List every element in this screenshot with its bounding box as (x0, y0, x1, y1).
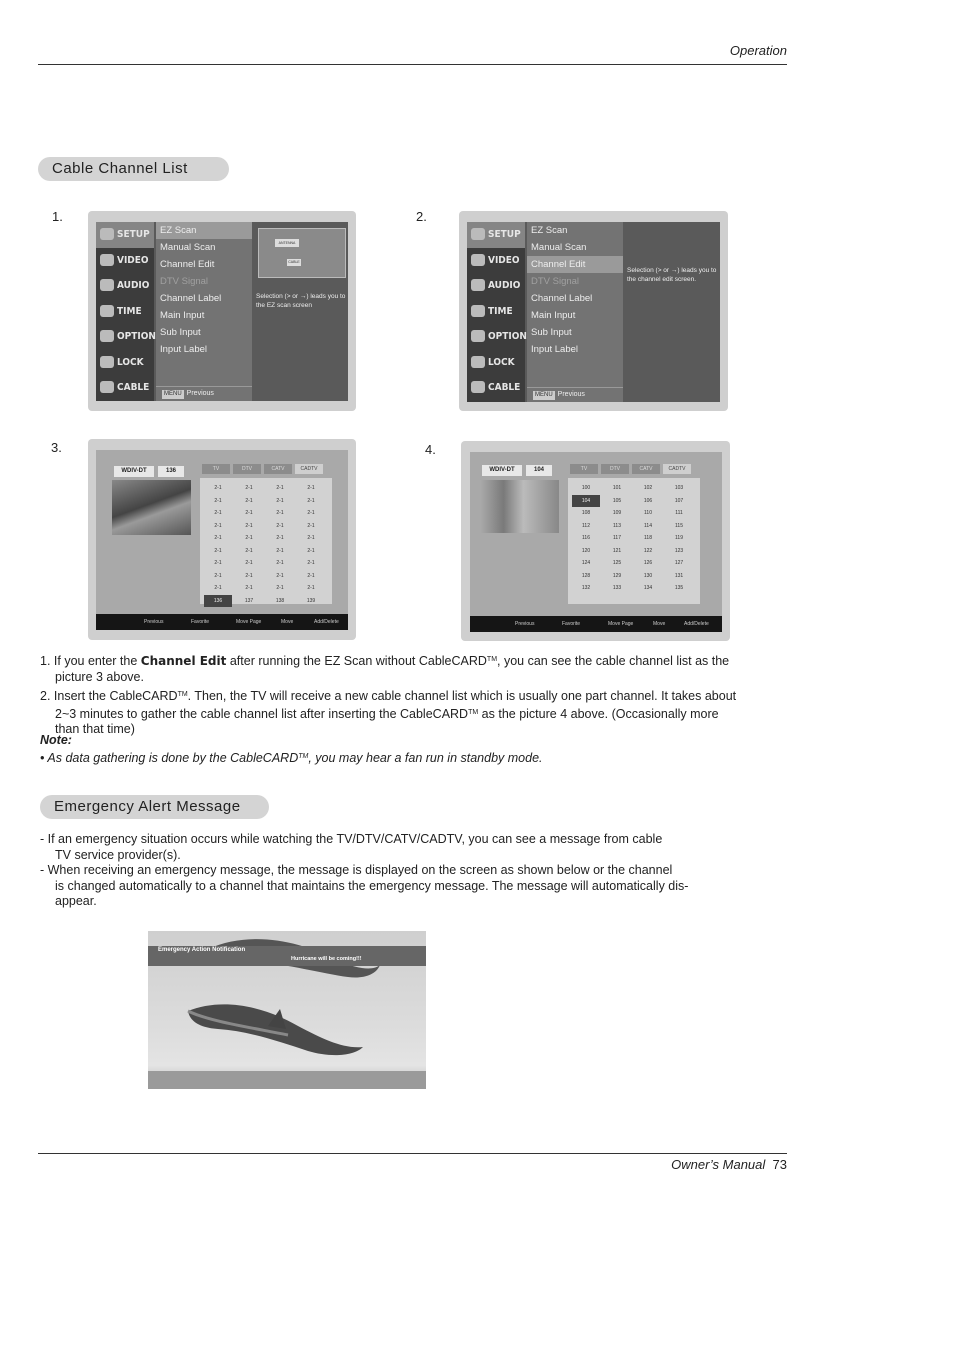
trademark: TM (298, 753, 309, 760)
screen-2-setup-menu (467, 222, 720, 402)
channel-cell[interactable]: 103 (674, 485, 684, 491)
channel-cell[interactable]: 126 (643, 560, 653, 566)
channel-cell[interactable]: 2-1 (245, 497, 253, 504)
channel-cell[interactable]: 2-1 (214, 560, 222, 566)
instruction-2-rest: . Then, the TV will receive a new cable channel list which is usually one part channel. It takes about (187, 689, 737, 703)
tab-label: OPTION (117, 331, 156, 342)
help-move: Move (281, 619, 294, 625)
channel-cell[interactable]: 2-1 (214, 510, 222, 516)
channel-cell[interactable]: 137 (244, 597, 254, 604)
band-tabs (202, 464, 326, 474)
tab-cable[interactable] (96, 375, 154, 401)
channel-cell[interactable]: 132 (581, 585, 591, 591)
help-move: Move (653, 621, 666, 627)
screen-3-channel-list (96, 450, 348, 630)
channel-cell[interactable]: 2-1 (307, 547, 315, 554)
setup-menu-list (527, 222, 623, 402)
help-add-delete: Add/Delete (314, 619, 339, 625)
help-move-page: Move Page (608, 621, 634, 627)
channel-cell[interactable]: 2-1 (307, 485, 315, 491)
menu-item-ez-scan[interactable]: EZ Scan (531, 225, 568, 236)
channel-cell[interactable]: 121 (612, 547, 622, 554)
channel-cell[interactable]: 110 (644, 510, 652, 516)
menu-footer (527, 387, 623, 402)
option-icon (100, 330, 114, 342)
menu-footer-text: Previous (557, 391, 585, 398)
channel-cell[interactable]: 139 (306, 597, 316, 604)
menu-footer (156, 386, 252, 401)
channel-cell[interactable]: 117 (613, 535, 621, 541)
tab-option[interactable] (467, 324, 525, 350)
channel-cell[interactable]: 2-1 (245, 585, 253, 591)
trademark: TM (486, 656, 498, 663)
tab-dtv[interactable]: DTV (601, 464, 629, 474)
menu-item-dtv-signal: DTV Signal (160, 276, 209, 287)
channel-cell[interactable]: 135 (674, 585, 684, 591)
channel-cell[interactable]: 131 (674, 572, 684, 579)
channel-cell[interactable]: 2-1 (307, 572, 315, 579)
tab-label: LOCK (117, 356, 144, 368)
menu-tabs (96, 222, 154, 401)
channel-cell[interactable]: 112 (582, 522, 590, 529)
menu-item-input-label[interactable]: Input Label (531, 344, 579, 355)
channel-cell[interactable]: 2-1 (245, 510, 253, 516)
channel-cell[interactable]: 119 (675, 535, 683, 541)
channel-cell[interactable]: 130 (643, 572, 653, 579)
screen-1-setup-menu (96, 222, 348, 401)
screen-4-frame (461, 441, 730, 641)
ez-scan-preview (258, 228, 346, 278)
tab-setup[interactable] (96, 222, 154, 248)
channel-cell[interactable]: 136 (204, 595, 232, 607)
clock-icon (100, 305, 114, 317)
channel-cell[interactable]: 111 (675, 510, 683, 516)
tab-cadtv[interactable]: CADTV (295, 464, 323, 474)
video-icon (100, 254, 114, 266)
channel-cell[interactable]: 127 (674, 560, 684, 566)
tab-lock[interactable] (467, 350, 525, 376)
channel-cell[interactable]: 2-1 (245, 535, 253, 541)
channel-cell[interactable]: 2-1 (307, 585, 315, 591)
channel-cell[interactable]: 2-1 (214, 547, 222, 554)
channel-cell[interactable]: 2-1 (214, 585, 222, 591)
tab-video[interactable] (467, 248, 525, 274)
instruction-2-prefix: 2. Insert the CableCARD (40, 689, 178, 703)
channel-cell[interactable]: 123 (674, 547, 684, 554)
tab-setup[interactable] (467, 222, 525, 248)
tab-tv[interactable]: TV (202, 464, 230, 474)
channel-cell[interactable]: 2-1 (245, 572, 253, 579)
emergency-bullet-1-line1: - If an emergency situation occurs while watching the TV/DTV/CATV/CADTV, you can see a message from cable (40, 832, 663, 846)
option-icon (471, 330, 485, 342)
emergency-bullet-2-line3: appear. (55, 894, 97, 908)
channel-cell[interactable]: 2-1 (276, 522, 284, 529)
emergency-bullet-2-line2: is changed automatically to a channel that maintains the emergency message. The message will automatically dis- (55, 878, 689, 893)
emergency-bullet-1-line2: TV service provider(s). (55, 847, 181, 862)
menu-item-sub-input[interactable]: Sub Input (531, 327, 572, 338)
channel-cell[interactable]: 2-1 (276, 535, 284, 541)
tab-label: CABLE (488, 382, 521, 393)
note-text-a: • As data gathering is done by the CableCARD (40, 751, 299, 765)
clock-icon (471, 305, 485, 317)
channel-cell[interactable]: 128 (581, 572, 591, 579)
channel-cell[interactable]: 2-1 (276, 585, 284, 591)
audio-icon (100, 279, 114, 291)
channel-cell[interactable]: 2-1 (276, 547, 284, 554)
emergency-message-screen (148, 931, 426, 1089)
preview-thumbnail (112, 480, 191, 535)
channel-cell[interactable]: 2-1 (276, 560, 284, 566)
trademark: TM (468, 708, 479, 716)
tab-label: VIDEO (488, 254, 520, 266)
channel-cell[interactable]: 115 (675, 522, 683, 529)
menu-item-channel-label[interactable]: Channel Label (160, 293, 222, 304)
section-title-emergency-alert: Emergency Alert Message (40, 795, 269, 819)
help-add-delete: Add/Delete (684, 621, 709, 627)
channel-cell[interactable]: 113 (613, 522, 621, 529)
menu-item-channel-edit[interactable]: Channel Edit (527, 256, 623, 273)
help-move-page: Move Page (236, 619, 262, 625)
page-number: 73 (772, 1157, 787, 1172)
channel-edit-keyword: Channel Edit (140, 654, 227, 668)
screen-1-frame (88, 211, 356, 411)
channel-cell[interactable]: 129 (612, 572, 622, 579)
cable-icon (471, 381, 485, 393)
station-name: WDIV-DT (114, 466, 154, 477)
tab-cable[interactable] (467, 375, 525, 401)
emergency-bullet-2-line1: - When receiving an emergency message, the message is displayed on the screen as shown below or the channel (40, 863, 673, 877)
channel-cell[interactable]: 105 (612, 497, 622, 504)
channel-cell[interactable]: 108 (581, 510, 591, 516)
note-title: Note: (40, 733, 72, 747)
tab-lock[interactable] (96, 350, 154, 376)
channel-cell[interactable]: 2-1 (276, 497, 284, 504)
preview-thumbnail (480, 480, 559, 533)
lock-icon (100, 356, 114, 368)
cable-label: CABLE (288, 260, 300, 264)
menu-key: MENU (535, 392, 553, 398)
instruction-1-mid: after running the EZ Scan without CableCARD (226, 654, 487, 668)
instruction-1-line2: picture 3 above. (55, 669, 144, 684)
tab-audio[interactable] (467, 273, 525, 299)
screen-label-3: 3. (51, 440, 62, 455)
screen-1-info-text: Selection (> or →) leads you to the EZ scan screen (256, 293, 346, 309)
instruction-1 (40, 652, 729, 685)
channel-cell[interactable]: 138 (275, 597, 285, 604)
menu-key: MENU (164, 391, 182, 397)
channel-cell[interactable]: 101 (612, 485, 622, 491)
tab-label: OPTION (488, 331, 527, 342)
note-body (40, 749, 543, 767)
menu-item-manual-scan[interactable]: Manual Scan (160, 242, 216, 253)
channel-cell[interactable]: 2-1 (276, 510, 284, 516)
screen-3-frame (88, 439, 356, 640)
channel-cell[interactable]: 106 (643, 497, 653, 504)
channel-cell[interactable]: 134 (643, 585, 653, 591)
emergency-banner-message: Hurricane will be coming!!! (291, 956, 362, 962)
station-name: WDIV-DT (482, 465, 522, 476)
channel-cell[interactable]: 2-1 (214, 572, 222, 579)
channel-cell[interactable]: 2-1 (245, 560, 253, 566)
screen-2-info-text: Selection (> or →) leads you to the channel edit screen. (627, 267, 717, 283)
screen-2-frame (459, 211, 728, 411)
channel-cell[interactable]: 114 (644, 522, 652, 529)
channel-cell[interactable]: 2-1 (276, 485, 284, 491)
cable-icon (100, 381, 114, 393)
channel-grid (568, 478, 700, 604)
channel-cell[interactable]: 2-1 (307, 560, 315, 566)
tab-cadtv[interactable]: CADTV (663, 464, 691, 474)
channel-cell[interactable]: 2-1 (307, 510, 315, 516)
screen-label-1: 1. (52, 209, 63, 224)
instruction-2 (40, 687, 736, 738)
tab-label: SETUP (488, 229, 521, 240)
menu-item-manual-scan[interactable]: Manual Scan (531, 242, 587, 253)
menu-tabs (467, 222, 525, 402)
channel-cell[interactable]: 133 (612, 585, 622, 591)
screen-4-channel-list (470, 452, 722, 632)
section-title-cable-channel-list: Cable Channel List (38, 157, 229, 181)
setup-menu-list (156, 222, 252, 401)
current-channel: 104 (526, 465, 552, 476)
channel-cell[interactable]: 2-1 (245, 547, 253, 554)
help-favorite: Favorite (191, 619, 210, 625)
menu-item-input-label[interactable]: Input Label (160, 344, 208, 355)
header-section-label: Operation (729, 43, 787, 58)
menu-item-main-input[interactable]: Main Input (160, 310, 205, 321)
setup-icon (471, 228, 485, 240)
tab-label: VIDEO (117, 254, 149, 266)
tab-label: TIME (488, 305, 513, 317)
channel-cell[interactable]: 100 (581, 485, 591, 491)
instruction-1-rest: , you can see the cable channel list as the (497, 654, 730, 668)
help-favorite: Favorite (562, 621, 581, 627)
tab-dtv[interactable]: DTV (233, 464, 261, 474)
tab-video[interactable] (96, 248, 154, 274)
emergency-bullet-1 (40, 832, 662, 863)
instruction-2-line3: than that time) (55, 722, 135, 736)
menu-item-ez-scan[interactable]: EZ Scan (156, 222, 252, 239)
channel-cell[interactable]: 102 (643, 485, 653, 491)
menu-item-sub-input[interactable]: Sub Input (160, 327, 201, 338)
channel-cell[interactable]: 104 (572, 495, 600, 507)
channel-cell[interactable]: 2-1 (214, 522, 222, 529)
instruction-2-line2b: as the picture 4 above. (Occasionally more (478, 706, 719, 721)
header-rule (38, 64, 787, 65)
tab-label: SETUP (117, 229, 150, 240)
help-previous: Previous (515, 621, 535, 627)
setup-icon (100, 228, 114, 240)
menu-item-dtv-signal: DTV Signal (531, 276, 580, 287)
channel-cell[interactable]: 2-1 (307, 497, 315, 504)
emergency-bullet-2 (40, 863, 688, 910)
instruction-1-prefix: 1. If you enter the (40, 654, 141, 668)
channel-cell[interactable]: 109 (612, 510, 622, 516)
menu-item-main-input[interactable]: Main Input (531, 310, 576, 321)
current-channel: 136 (158, 466, 184, 477)
channel-list-help-bar (470, 616, 722, 632)
tab-catv[interactable]: CATV (632, 464, 660, 474)
channel-cell[interactable]: 122 (643, 547, 653, 554)
video-icon (471, 254, 485, 266)
footer (671, 1157, 787, 1172)
trademark: TM (177, 691, 188, 698)
screen-label-4: 4. (425, 442, 436, 457)
tab-label: TIME (117, 305, 142, 317)
channel-list-help-bar (96, 614, 348, 630)
channel-cell[interactable]: 2-1 (245, 522, 253, 529)
channel-cell[interactable]: 2-1 (214, 497, 222, 504)
channel-cell[interactable]: 125 (612, 560, 622, 566)
antenna-label: ANTENNA (275, 239, 299, 247)
tab-audio[interactable] (96, 273, 154, 299)
note-text-b: , you may hear a fan run in standby mode. (308, 751, 543, 765)
channel-cell[interactable]: 118 (644, 535, 652, 541)
channel-cell[interactable]: 116 (582, 535, 590, 541)
tab-time[interactable] (96, 299, 154, 325)
tab-label: AUDIO (117, 280, 150, 291)
lock-icon (471, 356, 485, 368)
screen-label-2: 2. (416, 209, 427, 224)
tab-tv[interactable]: TV (570, 464, 598, 474)
tab-option[interactable] (96, 324, 154, 350)
channel-cell[interactable]: 124 (581, 560, 591, 566)
channel-grid (200, 478, 332, 604)
channel-cell[interactable]: 120 (581, 547, 591, 554)
menu-item-channel-label[interactable]: Channel Label (531, 293, 593, 304)
channel-cell[interactable]: 2-1 (214, 535, 222, 541)
tab-label: LOCK (488, 356, 515, 368)
channel-cell[interactable]: 2-1 (245, 485, 253, 491)
instruction-2-line2a: 2~3 minutes to gather the cable channel list after inserting the CableCARD (55, 706, 469, 721)
footer-manual-label: Owner’s Manual (671, 1157, 766, 1172)
help-previous: Previous (144, 619, 164, 625)
channel-cell[interactable]: 2-1 (276, 572, 284, 579)
emergency-banner-title: Emergency Action Notification (158, 947, 246, 953)
menu-item-channel-edit[interactable]: Channel Edit (160, 259, 215, 270)
channel-cell[interactable]: 2-1 (214, 485, 222, 491)
channel-cell[interactable]: 2-1 (307, 535, 315, 541)
footer-rule (38, 1153, 787, 1154)
menu-footer-text: Previous (186, 390, 214, 397)
tab-label: CABLE (117, 382, 150, 393)
channel-cell[interactable]: 2-1 (307, 522, 315, 529)
tab-label: AUDIO (488, 280, 521, 291)
audio-icon (471, 279, 485, 291)
tab-catv[interactable]: CATV (264, 464, 292, 474)
channel-cell[interactable]: 107 (674, 497, 684, 504)
band-tabs (570, 464, 694, 474)
tab-time[interactable] (467, 299, 525, 325)
